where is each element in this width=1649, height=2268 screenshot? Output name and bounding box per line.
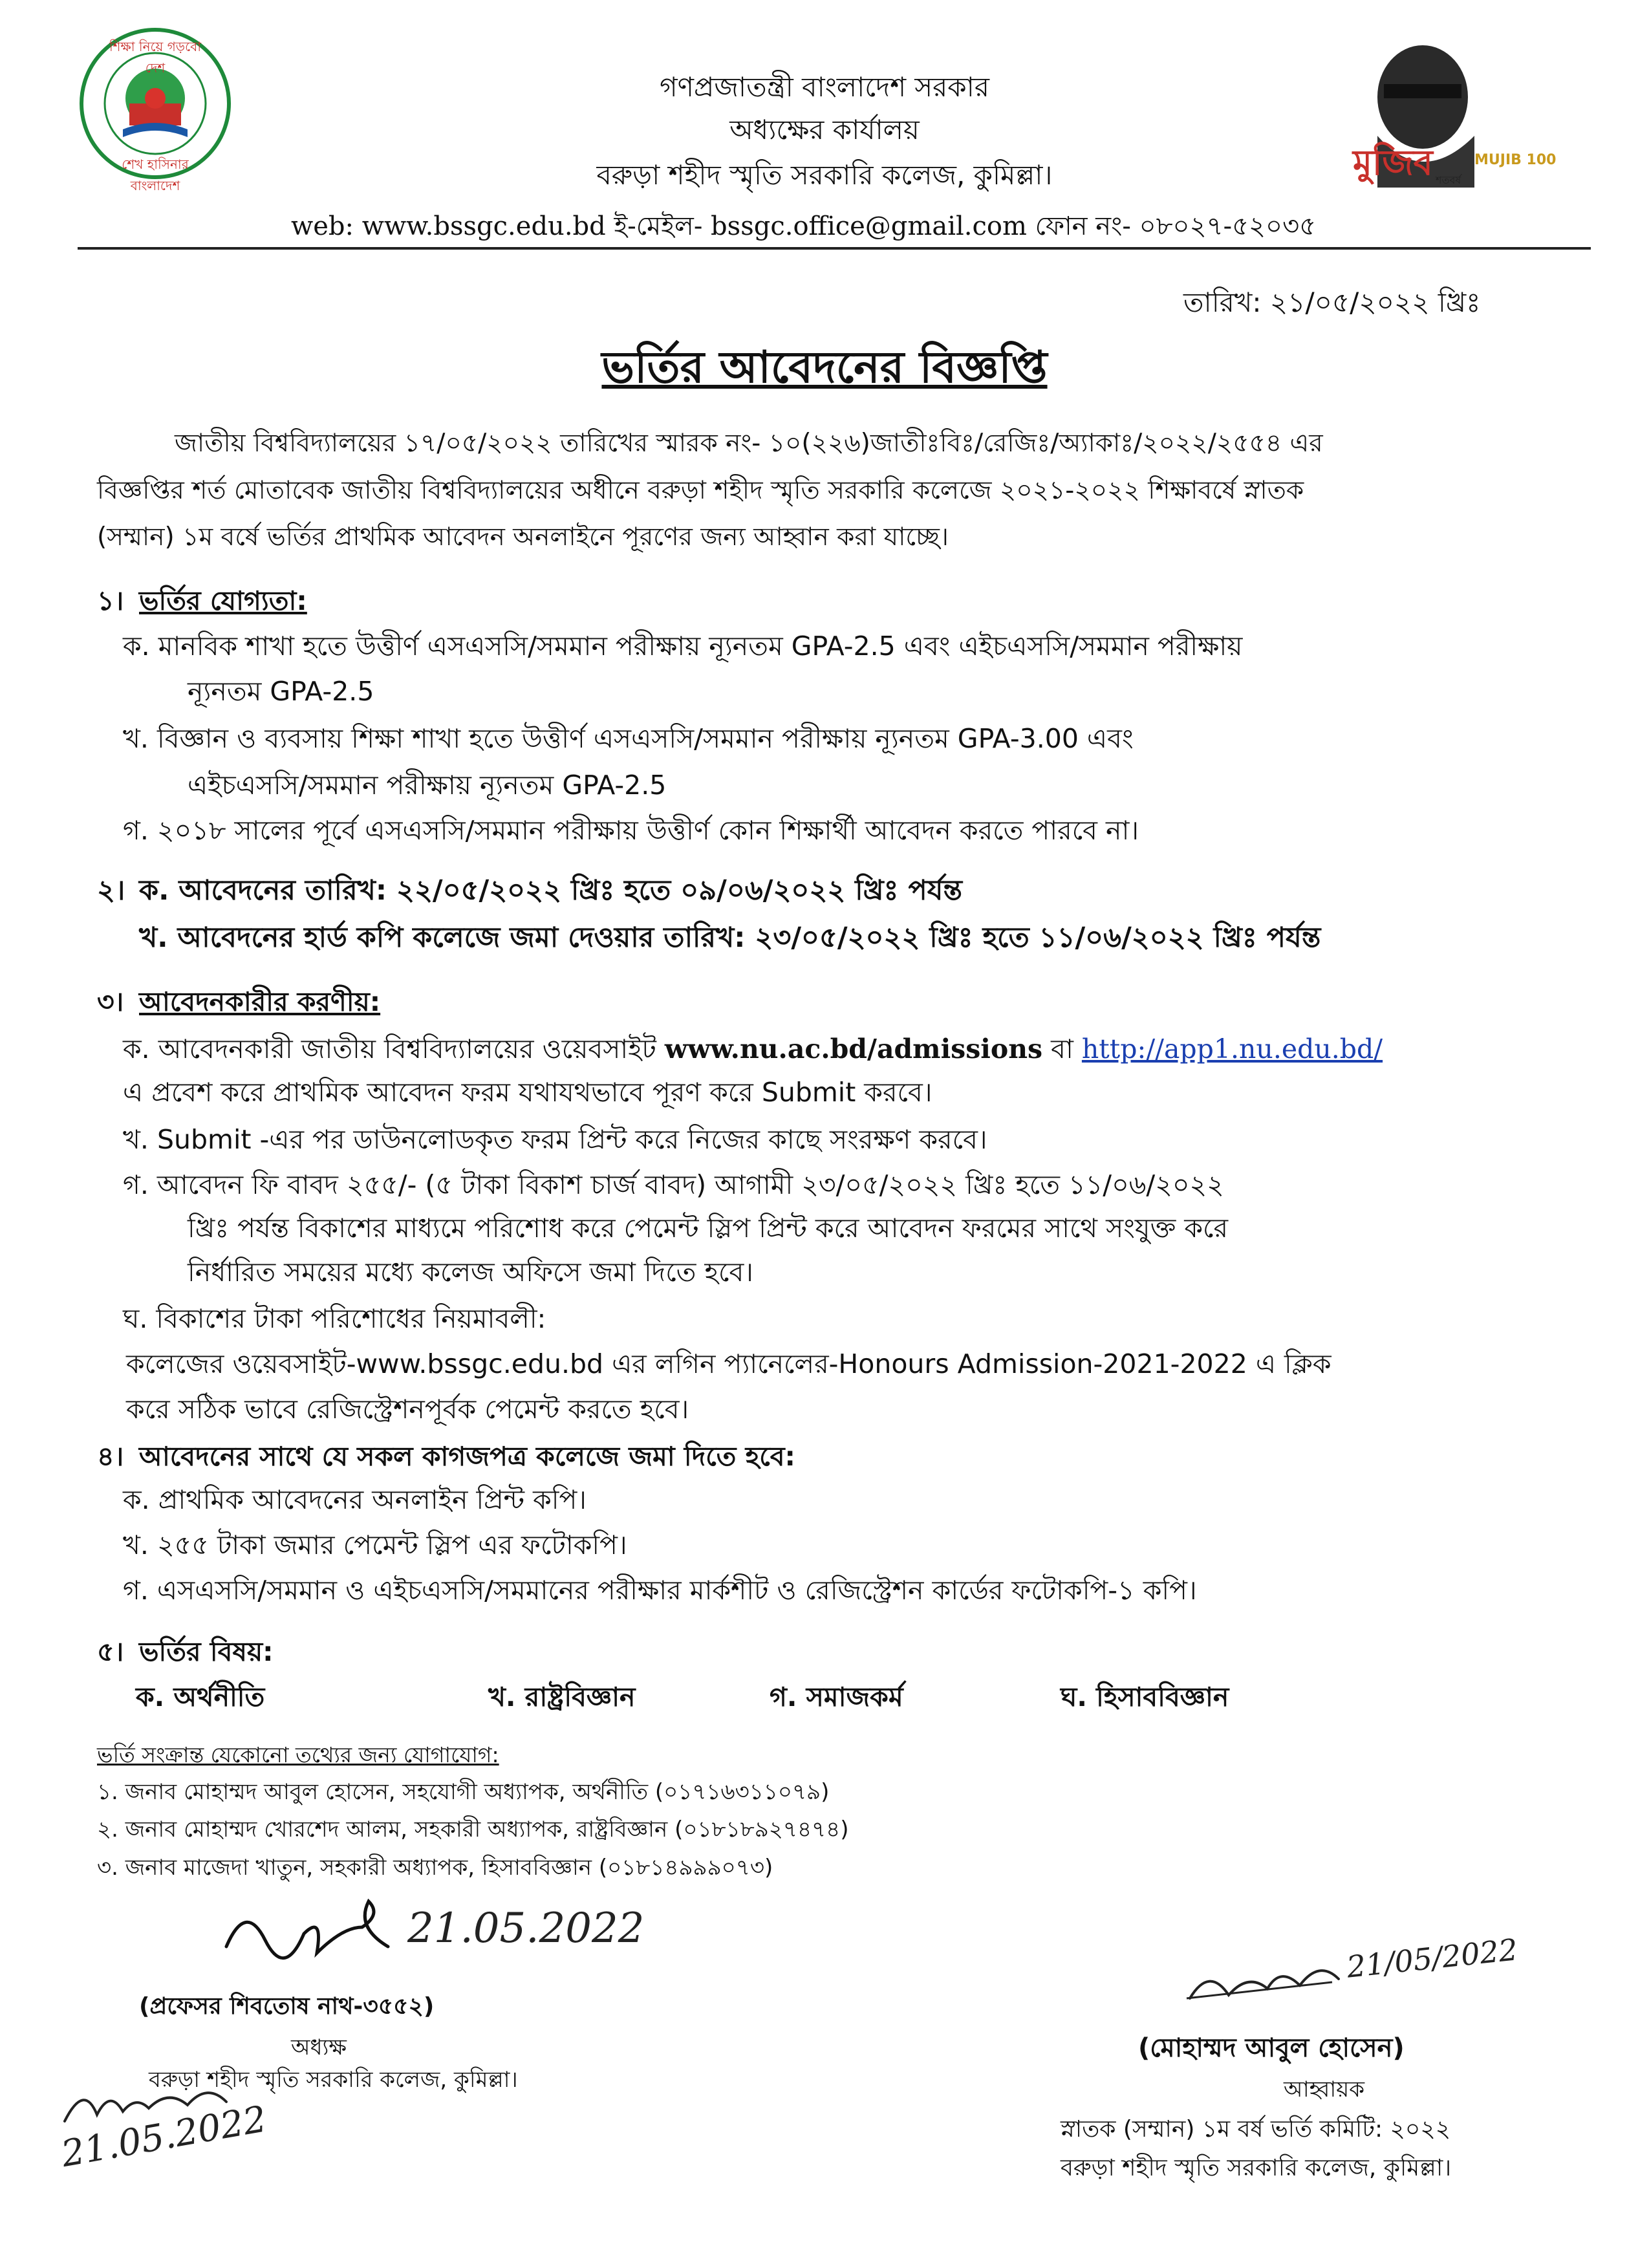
s4-item-kha: খ. ২৫৫ টাকা জমার পেমেন্ট স্লিপ এর ফটোকপি। [123,1529,627,1561]
s3-item-kha: খ. Submit -এর পর ডাউনলোডকৃত ফরম প্রিন্ট করে নিজের কাছে সংরক্ষণ করবে। [123,1124,987,1155]
mujib-100-logo [1345,39,1557,188]
intro-line-1: জাতীয় বিশ্ববিদ্যালয়ের ১৭/০৫/২০২২ তারিখের স্মারক নং- ১০(২২৬)জাতীঃবিঃ/রেজিঃ/অ্যাকাঃ/২০২২/২৫৫৪ এর [175,429,1323,458]
s3-item-ga-cont-1: খ্রিঃ পর্যন্ত বিকাশের মাধ্যমে পরিশোধ করে পেমেন্ট স্লিপ প্রিন্ট করে আবেদন ফরমের সাথে সংযুক্ত করে [188,1213,1229,1244]
section-4-heading: আবেদনের সাথে যে সকল কাগজপত্র কলেজে জমা দিতে হবে: [139,1441,795,1472]
section-3-number: ৩। [97,986,124,1017]
page-title: ভর্তির আবেদনের বিজ্ঞপ্তি [601,342,1048,393]
s1-item-ka: ক. মানবিক শাখা হতে উত্তীর্ণ এসএসসি/সমমান পরীক্ষায় ন্যূনতম GPA-2.5 এবং এইচএসসি/সমমান পরীক্ষায় [123,631,1243,662]
contact-line: web: www.bssgc.edu.bd ই-মেইল- bssgc.office@gmail.com ফোন নং- ০৮০২৭-৫২০৩৫ [291,211,1317,241]
college-name: বরুড়া শহীদ স্মৃতি সরকারি কলেজ, কুমিল্লা। [596,159,1053,191]
s1-item-ka-cont: ন্যূনতম GPA-2.5 [188,676,374,707]
section-4-number: ৪। [97,1441,124,1472]
section-1-number: ১। [97,585,124,616]
header-divider [78,247,1591,250]
s4-item-ga: গ. এসএসসি/সমমান ও এইচএসসি/সমমানের পরীক্ষার মার্কশীট ও রেজিস্ট্রেশন কার্ডের ফটোকপি-১ কপি। [123,1575,1197,1606]
section-1-heading: ভর্তির যোগ্যতা: [139,585,307,616]
intro-line-2: বিজ্ঞপ্তির শর্ত মোতাবেক জাতীয় বিশ্ববিদ্যালয়ের অধীনে বরুড়া শহীদ স্মৃতি সরকারি কলেজে ২০২১-২০২২ শিক্ষাবর্ষে স্নাতক [97,476,1304,505]
convener-signature [1183,1947,1345,2018]
convener-title: আহ্বায়ক [1284,2077,1365,2102]
mujib-sub-text: শতবর্ষ [1436,174,1461,186]
s1-item-kha: খ. বিজ্ঞান ও ব্যবসায় শিক্ষা শাখা হতে উত্তীর্ণ এসএসসি/সমমান পরীক্ষায় ন্যূনতম GPA-3.00 এবং [123,723,1134,754]
college-logo [78,26,233,193]
notice-date: তারিখ: ২১/০৫/২০২২ খ্রিঃ [1183,286,1481,318]
mujib-100-text: MUJIB 100 [1474,152,1557,168]
subject-social-work: গ. সমাজকর্ম [770,1681,903,1712]
intro-line-3: (সম্মান) ১ম বর্ষে ভর্তির প্রাথমিক আবেদন অনলাইনে পূরণের জন্য আহ্বান করা যাচ্ছে। [97,523,949,552]
logo-text-top: শিক্ষা নিয়ে গড়বো দেশ [109,39,202,76]
section-5-number: ৫। [97,1636,124,1667]
handwritten-date-bottom-left: 21.05.2022 [58,2098,270,2176]
s1-item-ga: গ. ২০১৮ সালের পূর্বে এসএসসি/সমমান পরীক্ষায় উত্তীর্ণ কোন শিক্ষার্থী আবেদন করতে পারবে না। [123,815,1139,846]
s3-item-ga: গ. আবেদন ফি বাবদ ২৫৫/- (৫ টাকা বিকাশ চার্জ বাবদ) আগামী ২৩/০৫/২০২২ খ্রিঃ হতে ১১/০৬/২০২২ [123,1169,1224,1200]
s3-bkash-rules-1: কলেজের ওয়েবসাইট-www.bssgc.edu.bd এর লগিন প্যানেলের-Honours Admission-2021-2022 এ ক্লিক [126,1348,1331,1379]
admission-committee: স্নাতক (সম্মান) ১ম বর্ষ ভর্তি কমিটি: ২০২২ [1061,2116,1451,2143]
mujib-text: মুজিব [1353,142,1433,183]
s3-ka-text: ক. আবেদনকারী জাতীয় বিশ্ববিদ্যালয়ের ওয়েবসাইট [123,1033,665,1064]
s3-item-gha: ঘ. বিকাশের টাকা পরিশোধের নিয়মাবলী: [123,1303,546,1334]
contact-person-1: ১. জনাব মোহাম্মদ আবুল হোসেন, সহযোগী অধ্যাপক, অর্থনীতি (০১৭১৬৩১১০৭৯) [97,1779,830,1805]
subject-accounting: ঘ. হিসাববিজ্ঞান [1061,1681,1229,1712]
s4-item-ka: ক. প্রাথমিক আবেদনের অনলাইন প্রিন্ট কপি। [123,1484,587,1515]
s2-application-date: ক. আবেদনের তারিখ: ২২/০৫/২০২২ খ্রিঃ হতে ০৯/০৬/২০২২ খ্রিঃ পর্যন্ত [139,874,963,907]
convener-sign-date: 21/05/2022 [1345,1932,1520,1985]
convener-name: (মোহাম্মদ আবুল হোসেন) [1138,2033,1405,2063]
contact-person-3: ৩. জনাব মাজেদা খাতুন, সহকারী অধ্যাপক, হিসাববিজ্ঞান (০১৮১৪৯৯৯০৭৩) [97,1855,773,1881]
convener-college: বরুড়া শহীদ স্মৃতি সরকারি কলেজ, কুমিল্লা। [1061,2155,1452,2181]
principal-title: অধ্যক্ষ [291,2035,347,2060]
section-5-heading: ভর্তির বিষয়: [139,1636,274,1667]
s3-bkash-rules-2: করে সঠিক ভাবে রেজিস্ট্রেশনপূর্বক পেমেন্ট করতে হবে। [126,1394,689,1425]
nu-app-link[interactable]: http://app1.nu.edu.bd/ [1081,1033,1383,1064]
s3-ka-or: বা [1042,1033,1082,1064]
principal-signature [220,1888,401,1979]
principal-sign-date: 21.05.2022 [407,1905,645,1952]
subject-political-science: খ. রাষ্ট্রবিজ্ঞান [488,1681,636,1712]
contact-heading: ভর্তি সংক্রান্ত যেকোনো তথ্যের জন্য যোগাযোগ: [97,1742,499,1767]
section-2-number: ২। [97,874,125,907]
section-3-heading: আবেদনকারীর করণীয়: [139,986,381,1017]
s3-item-ka [123,1033,1383,1065]
principal-name: (প্রফেসর শিবতোষ নাথ-৩৫৫২) [139,1993,435,2020]
office-name: অধ্যক্ষের কার্যালয় [729,114,920,146]
contact-person-2: ২. জনাব মোহাম্মদ খোরশেদ আলম, সহকারী অধ্যাপক, রাষ্ট্রবিজ্ঞান (০১৮১৮৯২৭৪৭৪) [97,1817,849,1842]
subject-economics: ক. অর্থনীতি [136,1681,265,1712]
s2-hardcopy-date: খ. আবেদনের হার্ড কপি কলেজে জমা দেওয়ার তারিখ: ২৩/০৫/২০২২ খ্রিঃ হতে ১১/০৬/২০২২ খ্রিঃ পর্যন্ত [139,922,1321,954]
s1-item-kha-cont: এইচএসসি/সমমান পরীক্ষায় ন্যূনতম GPA-2.5 [188,770,667,801]
nu-admission-site: www.nu.ac.bd/admissions [664,1033,1043,1064]
logo-text-bottom: শেখ হাসিনার বাংলাদেশ [122,157,189,193]
s3-item-ka-cont: এ প্রবেশ করে প্রাথমিক আবেদন ফরম যথাযথভাবে পূরণ করে Submit করবে। [123,1077,932,1108]
s3-item-ga-cont-2: নির্ধারিত সময়ের মধ্যে কলেজ অফিসে জমা দিতে হবে। [188,1257,753,1288]
govt-name: গণপ্রজাতন্ত্রী বাংলাদেশ সরকার [660,71,989,103]
principal-college: বরুড়া শহীদ স্মৃতি সরকারি কলেজ, কুমিল্লা। [149,2067,518,2093]
